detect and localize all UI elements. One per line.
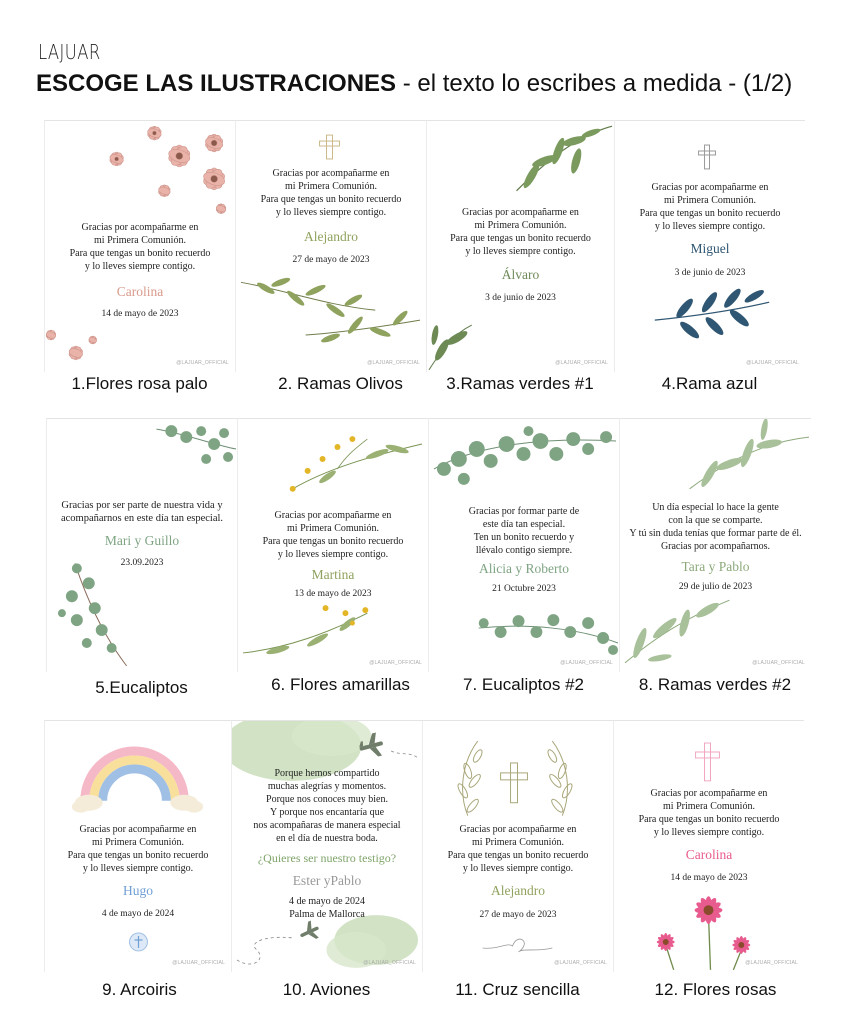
caption-5: 5.Eucaliptos — [95, 678, 188, 697]
card-date: 23.09.2023 — [120, 558, 164, 568]
title-subtitle: - el texto lo escribes a medida - (1/2) — [396, 70, 793, 97]
card-name: Carolina — [116, 284, 164, 299]
card-message: Gracias por acompañarme en mi Primera Comunión. Para que tengas un bonito recuerdo y lo lleves siempre contigo. — [67, 824, 209, 874]
card-name: Hugo — [123, 883, 153, 898]
watermark: @LAJUAR_OFFICIAL — [363, 960, 416, 966]
card-date: 14 de mayo de 2023 — [670, 873, 748, 883]
card-name: Álvaro — [501, 267, 540, 282]
caption-1: 1.Flores rosa palo — [71, 374, 208, 393]
card-ramas-verdes-1[interactable] — [426, 120, 614, 372]
card-name: Alejandro — [304, 229, 358, 244]
card-date: 3 de junio de 2023 — [485, 293, 556, 303]
card-date: 21 Octubre 2023 — [492, 584, 556, 594]
airplanes-watercolor-illustration — [232, 721, 422, 972]
watermark: @LAJUAR_OFFICIAL — [745, 960, 798, 966]
caption-12: 12. Flores rosas — [654, 980, 777, 999]
card-message: Un día especial lo hace la gente con la que se comparte. Y tú sin duda tenías que formar parte de él. Gracias por acompañarnos. — [629, 502, 802, 552]
card-cruz-sencilla[interactable] — [422, 720, 613, 972]
card-name: Mari y Guillo — [104, 533, 180, 548]
card-name: Ester yPablo — [292, 873, 362, 888]
watermark: @LAJUAR_OFFICIAL — [369, 660, 422, 666]
watermark: @LAJUAR_OFFICIAL — [176, 360, 229, 366]
card-date: 13 de mayo de 2023 — [294, 589, 372, 599]
caption-6: 6. Flores amarillas — [271, 675, 410, 694]
caption-9: 9. Arcoiris — [102, 980, 177, 999]
card-message: Gracias por acompañarme en mi Primera Comunión. Para que tengas un bonito recuerdo y lo lleves siempre contigo. — [260, 168, 402, 218]
card-question: ¿Quieres ser nuestro testigo? — [257, 851, 397, 865]
card-date: 29 de julio de 2023 — [678, 582, 753, 592]
card-date: 14 de mayo de 2023 — [101, 309, 179, 319]
card-eucaliptos-2[interactable] — [428, 418, 619, 672]
card-aviones[interactable] — [231, 720, 422, 972]
card-flores-amarillas[interactable] — [237, 418, 428, 672]
card-message: Gracias por acompañarme en mi Primera Comunión. Para que tengas un bonito recuerdo y lo lleves siempre contigo. — [69, 222, 211, 272]
card-name: Tara y Pablo — [681, 559, 750, 574]
card-message: Gracias por acompañarme en mi Primera Comunión. Para que tengas un bonito recuerdo y lo lleves siempre contigo. — [639, 182, 781, 232]
watermark: @LAJUAR_OFFICIAL — [172, 960, 225, 966]
card-date: 4 de mayo de 2024 Palma de Mallorca — [288, 896, 366, 920]
card-rama-azul[interactable] — [614, 120, 805, 372]
caption-8: 8. Ramas verdes #2 — [638, 675, 792, 694]
card-name: Alicia y Roberto — [479, 561, 569, 576]
olive-branches-illustration — [236, 121, 426, 372]
card-message: Gracias por acompañarme en mi Primera Comunión. Para que tengas un bonito recuerdo y lo lleves siempre contigo. — [262, 510, 404, 560]
card-date: 3 de junio de 2023 — [674, 268, 746, 278]
card-date: 27 de mayo de 2023 — [479, 910, 557, 920]
watermark: @LAJUAR_OFFICIAL — [367, 360, 420, 366]
title-bold: ESCOGE LAS ILUSTRACIONES — [36, 70, 397, 97]
card-message: Gracias por formar parte de este día tan especial. Ten un bonito recuerdo y llévalo contigo siempre. — [468, 506, 580, 556]
watermark: @LAJUAR_OFFICIAL — [555, 360, 608, 366]
card-message: Gracias por acompañarme en mi Primera Comunión. Para que tengas un bonito recuerdo y lo lleves siempre contigo. — [447, 824, 589, 874]
watermark: @LAJUAR_OFFICIAL — [746, 360, 799, 366]
card-message: Gracias por ser parte de nuestra vida y acompañarnos en este día tan especial. — [60, 500, 224, 524]
card-message: Gracias por acompañarme en mi Primera Comunión. Para que tengas un bonito recuerdo y lo lleves siempre contigo. — [638, 788, 780, 838]
watermark: @LAJUAR_OFFICIAL — [554, 960, 607, 966]
caption-10: 10. Aviones — [282, 980, 371, 999]
page-title — [36, 70, 792, 98]
card-name: Alejandro — [491, 883, 545, 898]
card-date: 4 de mayo de 2024 — [101, 909, 175, 919]
card-name: Martina — [311, 567, 355, 582]
caption-3: 3.Ramas verdes #1 — [446, 374, 594, 393]
card-name: Miguel — [690, 241, 730, 256]
caption-2: 2. Ramas Olivos — [278, 374, 403, 393]
card-name: Carolina — [685, 847, 733, 862]
watermark: @LAJUAR_OFFICIAL — [752, 660, 805, 666]
caption-4: 4.Rama azul — [661, 374, 758, 393]
card-flores-rosa-palo[interactable] — [44, 120, 235, 372]
card-arcoiris[interactable] — [44, 720, 231, 972]
card-ramas-olivos[interactable] — [235, 120, 426, 372]
watermark: @LAJUAR_OFFICIAL — [560, 660, 613, 666]
card-date: 27 de mayo de 2023 — [292, 255, 370, 265]
brand-logo: LAJUAR — [38, 40, 101, 64]
card-message: Gracias por acompañarme en mi Primera Comunión. Para que tengas un bonito recuerdo y lo lleves siempre contigo. — [450, 207, 591, 257]
caption-11: 11. Cruz sencilla — [455, 980, 580, 999]
card-message: Porque hemos compartido muchas alegrías y momentos. Porque nos conoces muy bien. Y porque nos encantaría que nos acompañaras de manera especial en el día de nuestra boda. — [253, 768, 401, 844]
caption-7: 7. Eucaliptos #2 — [463, 675, 584, 694]
card-flores-rosas[interactable] — [613, 720, 804, 972]
card-eucaliptos[interactable] — [46, 418, 237, 672]
card-ramas-verdes-2[interactable] — [619, 418, 811, 672]
